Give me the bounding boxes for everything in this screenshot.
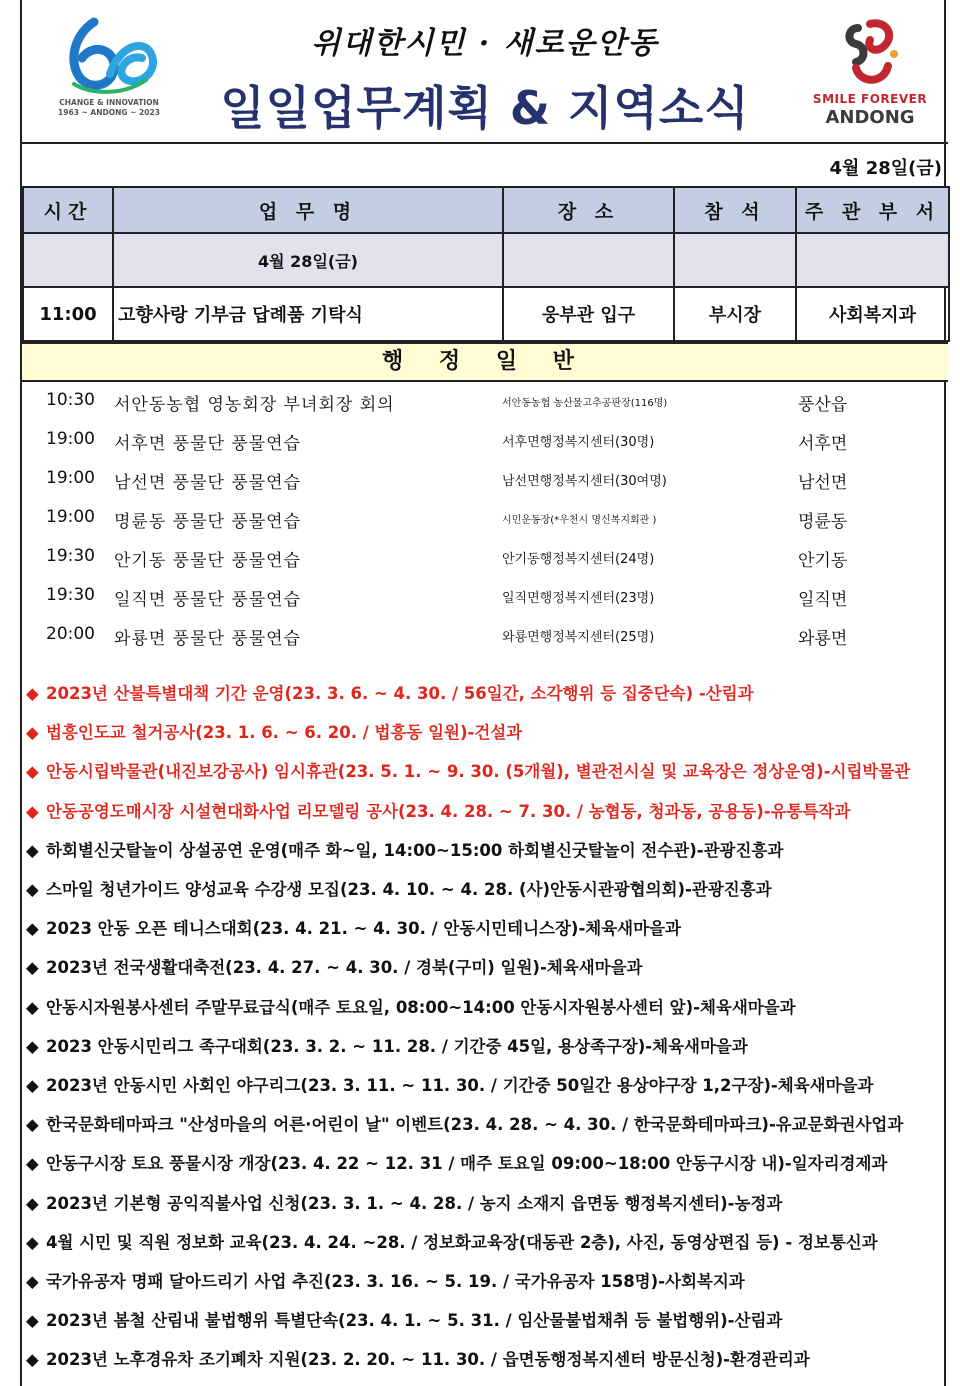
schedule-table [22, 186, 950, 342]
schedule-header-row [23, 187, 949, 233]
admin-place: 서후면행정복지센터(30명) [502, 435, 655, 450]
notice-item [26, 798, 946, 837]
diamond-bullet-icon: ◆ [26, 762, 39, 782]
diamond-bullet-icon: ◆ [26, 1193, 39, 1213]
admin-place: 서안동농협 농산물고추공판장(116명) [502, 398, 668, 409]
date-cell-empty [674, 233, 796, 287]
diamond-bullet-icon: ◆ [26, 1036, 39, 1056]
diamond-bullet-icon: ◆ [26, 880, 39, 899]
admin-name: 명륜동 풍물단 풍물연습 [114, 512, 302, 532]
admin-place: 시민운동장(*우천시 명신복지회관 ) [502, 515, 657, 526]
logo-right-line1: SMILE FOREVER [812, 92, 928, 106]
notice-text: 2023년 전국생활대축전(23. 4. 27. ~ 4. 30. / 경북(구미) 일원)-체육새마을과 [46, 958, 643, 978]
notice-item [26, 1111, 946, 1150]
notice-item [26, 1033, 946, 1072]
notice-text: 안동시자원봉사센터 주말무료급식(매주 토요일, 08:00~14:00 안동시자원봉사센터 앞)-체육새마을과 [46, 997, 796, 1017]
table-row [23, 287, 949, 341]
admin-name: 일직면 풍물단 풍물연습 [114, 590, 302, 610]
admin-place: 일직면행정복지센터(23명) [502, 591, 655, 606]
notice-item [26, 837, 946, 876]
list-item [22, 616, 948, 655]
diamond-bullet-icon: ◆ [26, 919, 39, 939]
admin-time: 19:30 [46, 546, 95, 566]
list-item [22, 577, 948, 616]
header-dept: 주 관 부 서 [796, 187, 949, 233]
notice-text: 2023년 봄철 산림내 불법행위 특별단속(23. 4. 1. ~ 5. 31. / 임산물불법채취 등 불법행위)-산림과 [46, 1311, 783, 1331]
admin-name: 안기동 풍물단 풍물연습 [114, 551, 302, 571]
notice-text: 4월 시민 및 직원 정보화 교육(23. 4. 24. ~28. / 정보화교육장(대동관 2층), 사진, 동영상편집 등) - 정보통신과 [46, 1232, 878, 1252]
diamond-bullet-icon: ◆ [26, 801, 39, 821]
notice-item [26, 915, 946, 954]
diamond-bullet-icon: ◆ [26, 684, 39, 703]
notice-text: 안동구시장 토요 풍물시장 개장(23. 4. 22 ~ 12. 31 / 매주 토요일 09:00~18:00 안동구시장 내)-일자리경제과 [46, 1154, 888, 1174]
notice-text: 스마일 청년가이드 양성교육 수강생 모집(23. 4. 10. ~ 4. 28. (사)안동시관광협의회)-관광진흥과 [46, 880, 772, 899]
diamond-bullet-icon: ◆ [26, 1154, 39, 1174]
date-cell-empty [796, 233, 949, 287]
admin-dept: 안기동 [798, 551, 848, 571]
notice-item [26, 680, 946, 719]
list-item [22, 538, 948, 577]
diamond-bullet-icon: ◆ [26, 723, 39, 743]
admin-dept: 서후면 [798, 434, 848, 454]
andong-logo [810, 14, 930, 128]
admin-name: 서후면 풍물단 풍물연습 [114, 434, 302, 454]
schedule-date-row [23, 233, 949, 287]
diamond-bullet-icon: ◆ [26, 1232, 39, 1252]
event-place: 웅부관 입구 [503, 287, 674, 341]
notice-text: 2023년 안동시민 사회인 야구리그(23. 3. 11. ~ 11. 30. / 기간중 50일간 용상야구장 1,2구장)-체육새마을과 [46, 1076, 874, 1095]
header [22, 0, 948, 140]
notice-text: 2023년 노후경유차 조기폐차 지원(23. 2. 20. ~ 11. 30. / 읍면동행정복지센터 방문신청)-환경관리과 [46, 1350, 810, 1370]
admin-time: 19:00 [46, 507, 95, 527]
notice-item [26, 1229, 946, 1268]
notice-item [26, 1346, 946, 1385]
section-title: 행 정 일 반 [22, 342, 948, 382]
admin-time: 19:30 [46, 585, 95, 605]
admin-dept: 남선면 [798, 473, 848, 493]
list-item [22, 382, 948, 421]
admin-dept: 명륜동 [798, 512, 848, 532]
diamond-bullet-icon: ◆ [26, 997, 39, 1017]
list-item [22, 421, 948, 460]
logo-left-sub2: 1963 ~ ANDONG ~ 2023 [58, 108, 160, 117]
notice-text: 하회별신굿탈놀이 상설공연 운영(매주 화~일, 14:00~15:00 하회별신굿탈놀이 전수관)-관광진흥과 [46, 840, 784, 860]
schedule-date-label: 4월 28일(금) [113, 233, 503, 287]
notice-text: 국가유공자 명패 달아드리기 사업 추진(23. 3. 16. ~ 5. 19. / 국가유공자 158명)-사회복지과 [46, 1272, 745, 1291]
header-time: 시간 [23, 187, 113, 233]
logo-right-line2: ANDONG [825, 107, 915, 128]
date-cell-empty [23, 233, 113, 287]
admin-name: 남선면 풍물단 풍물연습 [114, 473, 302, 493]
notice-item [26, 758, 946, 797]
admin-dept: 일직면 [798, 590, 848, 610]
admin-place: 남선면행정복지센터(30여명) [502, 474, 667, 489]
notice-item [26, 1150, 946, 1189]
event-dept: 사회복지과 [796, 287, 949, 341]
list-item [22, 499, 948, 538]
notice-item [26, 1190, 946, 1229]
header-attend: 참 석 [674, 187, 796, 233]
diamond-bullet-icon: ◆ [26, 958, 39, 978]
page-title: 일일업무계획 & 지역소식 [220, 81, 750, 135]
header-place: 장 소 [503, 187, 674, 233]
admin-name: 서안동농협 영농회장 부녀회장 회의 [114, 395, 395, 415]
event-attend: 부시장 [674, 287, 796, 341]
admin-time: 10:30 [46, 390, 95, 410]
diamond-bullet-icon: ◆ [26, 840, 39, 860]
admin-place: 안기동행정복지센터(24명) [502, 552, 655, 567]
notice-item [26, 876, 946, 915]
notice-text: 2023년 산불특별대책 기간 운영(23. 3. 6. ~ 4. 30. / 56일간, 소각행위 등 집중단속) -산림과 [46, 684, 754, 703]
notice-text: 2023 안동시민리그 족구대회(23. 3. 2. ~ 11. 28. / 기간중 45일, 용상족구장)-체육새마을과 [46, 1036, 748, 1056]
diamond-bullet-icon: ◆ [26, 1076, 39, 1095]
notice-item [26, 719, 946, 758]
list-item [22, 460, 948, 499]
date-cell-empty [503, 233, 674, 287]
header-task: 업 무 명 [113, 187, 503, 233]
notice-text: 2023 안동 오픈 테니스대회(23. 4. 21. ~ 4. 30. / 안동시민테니스장)-체육새마을과 [46, 919, 681, 939]
smile-andong-logo-icon [810, 14, 930, 90]
admin-time: 20:00 [46, 624, 95, 644]
notice-text: 법흥인도교 철거공사(23. 1. 6. ~ 6. 20. / 법흥동 일원)-건설과 [46, 723, 523, 743]
notice-item [26, 1072, 946, 1111]
diamond-bullet-icon: ◆ [26, 1311, 39, 1331]
page-frame [20, 0, 946, 1386]
logo-left-sub1: CHANGE & INNOVATION [59, 98, 159, 107]
notice-text: 한국문화테마파크 "산성마을의 어른·어린이 날" 이벤트(23. 4. 28. ~ 4. 30. / 한국문화테마파크)-유교문화권사업과 [46, 1115, 904, 1135]
notice-item [26, 954, 946, 993]
notice-text: 안동공영도매시장 시설현대화사업 리모델링 공사(23. 4. 28. ~ 7. 30. / 농협동, 청과동, 공용동)-유통특작과 [46, 801, 851, 821]
event-name: 고향사랑 기부금 답례품 기탁식 [113, 287, 503, 341]
date-row [22, 142, 948, 186]
admin-dept: 와룡면 [798, 629, 848, 649]
notice-item [26, 1268, 946, 1307]
diamond-bullet-icon: ◆ [26, 1272, 39, 1291]
admin-time: 19:00 [46, 468, 95, 488]
diamond-bullet-icon: ◆ [26, 1115, 39, 1135]
admin-place: 와룡면행정복지센터(25명) [502, 630, 655, 645]
slogan: 위대한시민 · 새로운안동 [311, 26, 659, 61]
report-date: 4월 28일(금) [829, 158, 942, 179]
event-time: 11:00 [23, 287, 113, 341]
notice-text: 안동시립박물관(내진보강공사) 임시휴관(23. 5. 1. ~ 9. 30. (5개월), 별관전시실 및 교육장은 정상운영)-시립박물관 [46, 762, 911, 782]
notice-item [26, 1307, 946, 1346]
diamond-bullet-icon: ◆ [26, 1350, 39, 1370]
admin-time: 19:00 [46, 429, 95, 449]
admin-dept: 풍산읍 [798, 395, 848, 415]
admin-name: 와룡면 풍물단 풍물연습 [114, 629, 302, 649]
notice-text: 2023년 기본형 공익직불사업 신청(23. 3. 1. ~ 4. 28. / 농지 소재지 읍면동 행정복지센터)-농정과 [46, 1193, 783, 1213]
notice-item [26, 994, 946, 1033]
